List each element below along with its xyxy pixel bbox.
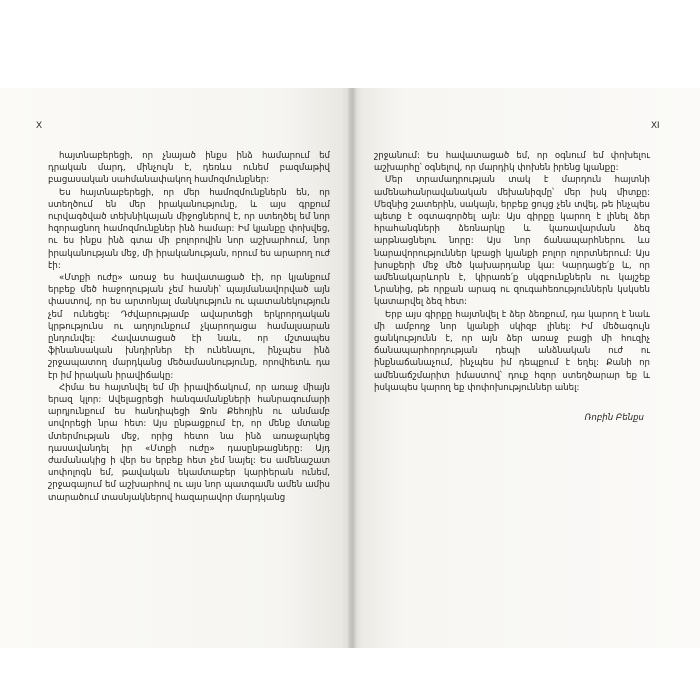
- author-signature: Ռոբին Բենքս: [584, 413, 644, 424]
- paragraph: «Մտքի ուժը» առաջ ես հավատացած էի, որ կյանքում երբեք մեծ հաջողության չեմ հասնի՝ պայմանավորված այն փաստով, որ ես արտոնյալ մանկություն ու պատանեկություն չեմ ունեցել: Դժվարությամբ ավարտեցի երկրորդական կրթությունս ու աղոյունքում չկարողացա համալսարան ընդունվել: Հավատացած էի նաև, որ մշտապես ֆինանսական խնդիրներ էի ունենալու, ինչպես ինձ շրջապատող մարդկանց մեծամասնությունը, որովհետև դա էր իմ իրական իրավիճակը:: [48, 273, 330, 381]
- right-page-number: XI: [651, 120, 660, 130]
- left-page-number: X: [36, 120, 43, 130]
- paragraph: շրջանում: Ես հավատացած եմ, որ օգնում եմ փոխելու աշխարհը՝ օգնելով, որ մարդիկ փոխեն իրենց կյանքը:: [374, 151, 650, 174]
- paragraph: Երբ այս գիրքը հայտնվել է ձեր ձեռքում, դա կարող է նաև մի ամբողջ նոր կյանքի սկիզբ լինել: Իմ մեծագույն ցանկությունն է, որ այն ձեր առաջ բացի մի հուզիչ ճանապարհորդության դեպի անձնական ուժ ու ինքնաճանաչում, ինչպես իմ դեպքում է եղել: Քանի որ ամենաճշմարիտ իմաստով՝ դուք հզոր ստեղծարար եք և իսկապես կարող եք փոփոխություններ անել:: [374, 309, 650, 393]
- left-page-text: [48, 150, 330, 504]
- paragraph: Ես հայտնաբերեցի, որ մեր համոզմունքներն են, որ ստեղծում են մեր իրականությունը, և այս գրքում ուրվագծված տեխնիկայան միջոցներով է, որ ստեղծել եմ նոր հզորացնող համոզմունքներ ինձ համար: Իմ կյանքը փոխվեց, ու ես ինքս ինձ գտա մի բոլորովին նոր աշխարհում, նոր իրականության մեջ, մի իրականության, որում ես արարող ուժ էի:: [48, 187, 330, 271]
- paragraph: հայտնաբերեցի, որ չնայած ինքս ինձ համարում եմ դրական մարդ, մինչույն է, դեռևս ունեմ բազմաթիվ բացասական սահմանափակող համոզմունքներ:: [48, 151, 330, 186]
- book-gutter: [348, 88, 356, 648]
- paragraph: Մեր տրամադրության տակ է մարդուն հայտնի ամենահանրավանական մեխանիզմը՝ մեր իսկ միտքը: Մեզնից շատերին, սակայն, երբեք ցույց չեն տվել, թե ինչպես պետք է օգտագործել այն: Այս գիրքը կարող է լինել ձեր հրահանգների ձեռնարկը և կառավարման ձեզ արթնացնելու նորը: Այս նոր ճանապարհներու ևս նարավորություններ կբացի կյանքի բոլոր ոլորտներում: Այս խոսքերի մեջ մեծ կախարդանք կա: Կարդացե՛ք և, որ ամենակարևորն է, կիրառե՛ք սկզբունքներն ու կայշեք Նրանից, թե որքան արագ ու զուգահեռություններն կսկսեն կատարվել ձեզ հետ:: [374, 175, 650, 308]
- right-page-text: [374, 150, 650, 424]
- paragraph: Հիմա ես հայտնվել եմ մի իրավիճակում, որ առաջ միայն երազ կլոր: Ավելացրեցի հանգամանքների հանրագումարի արդյունքում ես հանդիպեցի Ջոն Քեհոյին ու անմամբ սովորեցի նրա հետ: Այս ընթացքում էր, որ մենք մտանք մտերմության մեջ, որից հետո նա ինձ առաջարկեց դասավանդել իր «Մտքի ուժը» դասընթացները: Այդ ժամանակից ի վեր ես երբեք հետ չեմ նայել: Ես ամենաշատ սոփոլոգն եմ, թավական եկամտաբեր կարիերան ունեմ, շրջագայում եմ աշխարհով ու այս նոր պատգամն ամեն ամիս տարածում տասնյակներով հազարավոր մարդկանց: [48, 382, 330, 503]
